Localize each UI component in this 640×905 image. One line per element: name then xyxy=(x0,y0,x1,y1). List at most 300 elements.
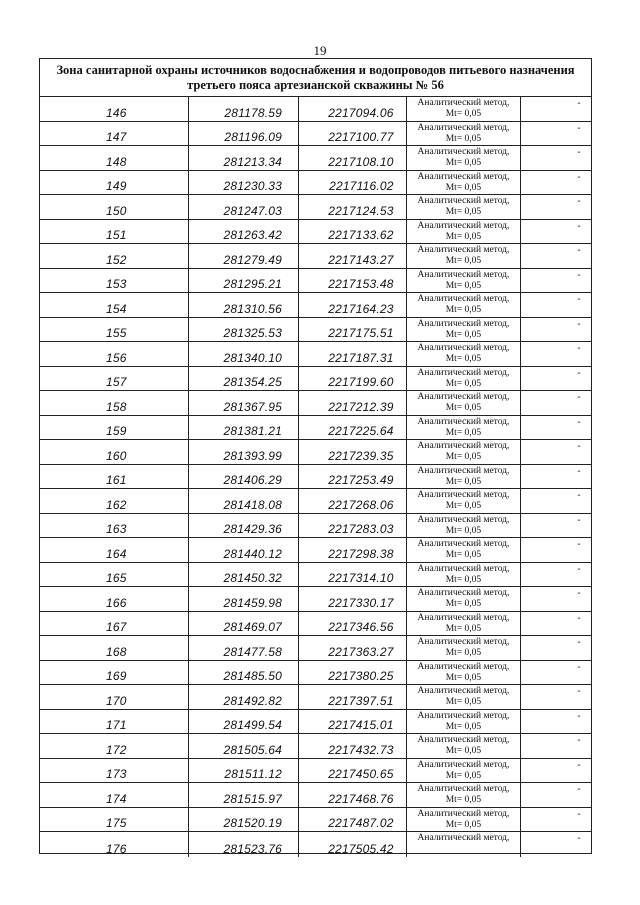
x-coordinate-cell xyxy=(189,195,299,219)
y-coordinate-cell xyxy=(299,612,407,636)
y-coordinate-cell xyxy=(299,342,407,366)
x-coordinate-cell xyxy=(189,587,299,611)
method-line2: Mt= 0,05 xyxy=(445,354,482,364)
y-coordinate-cell xyxy=(299,146,407,170)
point-number-cell xyxy=(40,612,189,636)
y-coordinate-cell xyxy=(299,122,407,146)
method-line2: Mt= 0,05 xyxy=(445,158,482,168)
x-coordinate-cell xyxy=(189,171,299,195)
x-coordinate-cell xyxy=(189,636,299,660)
y-coordinate-cell xyxy=(299,710,407,734)
remark-dash: - xyxy=(577,294,581,305)
x-coordinate-cell xyxy=(189,122,299,146)
point-number-cell xyxy=(40,563,189,587)
remark-dash: - xyxy=(577,245,581,256)
x-coordinate: 281367.95 xyxy=(223,399,283,414)
method-line2: Mt= 0,05 xyxy=(445,525,482,536)
point-number-cell xyxy=(40,759,189,783)
method-line2: Mt= 0,05 xyxy=(445,672,482,683)
point-number: 171 xyxy=(106,718,127,732)
method-text xyxy=(407,441,521,463)
y-coordinate: 2217314.10 xyxy=(328,571,394,585)
method-line2: Mt= 0,05 xyxy=(445,648,482,658)
remark-cell xyxy=(521,367,591,391)
method-line1: Аналитический метод, xyxy=(417,343,510,353)
table-row xyxy=(40,122,591,147)
table-row xyxy=(40,685,591,710)
remark-dash: - xyxy=(577,269,581,281)
x-coordinate-cell xyxy=(189,318,299,342)
method-cell xyxy=(407,195,522,219)
point-number: 160 xyxy=(106,448,127,463)
remark-dash: - xyxy=(577,784,581,795)
y-coordinate: 2217094.06 xyxy=(328,105,394,120)
table-title-line2: третьего пояса артезианской скважины № 56 xyxy=(187,77,444,92)
remark-dash: - xyxy=(577,318,581,330)
method-line2: Mt= 0,05 xyxy=(445,329,482,340)
method-text xyxy=(407,833,521,844)
table-row xyxy=(40,514,591,539)
method-cell xyxy=(407,465,522,489)
table-row xyxy=(40,171,591,196)
y-coordinate-cell xyxy=(299,734,407,758)
point-number-cell xyxy=(40,440,189,464)
method-line1: Аналитический метод, xyxy=(417,269,510,280)
method-line2: Mt= 0,05 xyxy=(445,697,482,707)
y-coordinate: 2217468.76 xyxy=(328,791,394,806)
point-number: 176 xyxy=(106,841,127,856)
method-cell xyxy=(407,391,522,415)
method-line2: Mt= 0,05 xyxy=(445,623,482,634)
point-number: 173 xyxy=(106,767,127,781)
method-line2: Mt= 0,05 xyxy=(445,770,482,781)
x-coordinate-cell xyxy=(189,661,299,685)
point-number: 169 xyxy=(106,669,127,683)
point-number-cell xyxy=(40,538,189,562)
method-line1: Аналитический метод, xyxy=(417,514,510,525)
table-row xyxy=(40,220,591,245)
remark-cell xyxy=(521,440,591,464)
method-text xyxy=(407,245,521,267)
method-cell xyxy=(407,612,522,636)
x-coordinate: 281354.25 xyxy=(223,375,283,389)
method-text xyxy=(407,662,521,684)
method-text xyxy=(407,392,521,414)
y-coordinate-cell xyxy=(299,783,407,807)
x-coordinate: 281178.59 xyxy=(224,105,283,120)
remark-cell xyxy=(521,587,591,611)
method-line2: Mt= 0,05 xyxy=(445,452,482,462)
point-number: 154 xyxy=(106,301,127,316)
y-coordinate: 2217283.03 xyxy=(328,522,394,536)
y-coordinate: 2217225.64 xyxy=(328,424,394,438)
x-coordinate-cell xyxy=(189,710,299,734)
method-text xyxy=(407,711,521,733)
table-row xyxy=(40,612,591,637)
y-coordinate-cell xyxy=(299,440,407,464)
method-text xyxy=(407,98,521,120)
table-row xyxy=(40,710,591,735)
x-coordinate-cell xyxy=(189,367,299,391)
x-coordinate-cell xyxy=(189,808,299,832)
remark-cell xyxy=(521,685,591,709)
point-number-cell xyxy=(40,342,189,366)
x-coordinate: 281520.19 xyxy=(223,816,283,830)
point-number: 157 xyxy=(106,375,127,389)
y-coordinate: 2217133.62 xyxy=(328,228,394,242)
table-title-line1: Зона санитарной охраны источников водоснабжения и водопроводов питьевого назначения xyxy=(56,62,575,77)
table-row xyxy=(40,440,591,465)
y-coordinate: 2217116.02 xyxy=(329,179,394,193)
point-number: 150 xyxy=(106,203,127,218)
method-line2: Mt= 0,05 xyxy=(445,746,482,756)
x-coordinate: 281393.99 xyxy=(223,448,283,463)
method-cell xyxy=(407,171,522,195)
remark-dash: - xyxy=(577,759,581,771)
method-line1: Аналитический метод, xyxy=(417,367,510,378)
point-number: 146 xyxy=(106,105,127,120)
x-coordinate: 281469.07 xyxy=(223,620,283,634)
remark-cell xyxy=(521,122,591,146)
method-cell xyxy=(407,269,522,293)
x-coordinate-cell xyxy=(189,269,299,293)
point-number: 147 xyxy=(106,130,127,144)
point-number: 153 xyxy=(106,277,127,291)
method-text xyxy=(407,735,521,757)
y-coordinate-cell xyxy=(299,832,407,857)
method-text xyxy=(407,270,521,292)
point-number-cell xyxy=(40,391,189,415)
remark-dash: - xyxy=(577,416,581,428)
remark-dash: - xyxy=(577,367,581,379)
x-coordinate: 281511.12 xyxy=(224,767,283,781)
remark-cell xyxy=(521,734,591,758)
y-coordinate: 2217363.27 xyxy=(328,644,394,659)
point-number-cell xyxy=(40,122,189,146)
x-coordinate-cell xyxy=(189,759,299,783)
method-cell xyxy=(407,783,522,807)
y-coordinate-cell xyxy=(299,587,407,611)
method-line2: Mt= 0,05 xyxy=(445,207,482,217)
remark-dash: - xyxy=(577,196,581,207)
point-number-cell xyxy=(40,710,189,734)
method-line2: Mt= 0,05 xyxy=(445,721,482,732)
method-line1: Аналитический метод, xyxy=(417,122,510,133)
remark-dash: - xyxy=(577,563,581,575)
x-coordinate-cell xyxy=(189,416,299,440)
method-line2: Mt= 0,05 xyxy=(445,403,482,413)
remark-dash: - xyxy=(577,392,581,403)
method-line2: Mt= 0,05 xyxy=(445,574,482,585)
method-line2: Mt= 0,05 xyxy=(445,795,482,805)
x-coordinate-cell xyxy=(189,244,299,268)
y-coordinate-cell xyxy=(299,636,407,660)
y-coordinate-cell xyxy=(299,171,407,195)
point-number-cell xyxy=(40,661,189,685)
method-cell xyxy=(407,563,522,587)
method-line1: Аналитический метод, xyxy=(417,147,510,157)
remark-cell xyxy=(521,416,591,440)
point-number: 175 xyxy=(106,816,127,830)
y-coordinate: 2217164.23 xyxy=(328,301,394,316)
x-coordinate: 281515.97 xyxy=(223,791,283,806)
y-coordinate: 2217212.39 xyxy=(328,399,394,414)
x-coordinate: 281429.36 xyxy=(223,522,283,536)
table-row xyxy=(40,465,591,490)
method-cell xyxy=(407,342,522,366)
x-coordinate-cell xyxy=(189,220,299,244)
point-number-cell xyxy=(40,465,189,489)
y-coordinate: 2217143.27 xyxy=(328,252,394,267)
x-coordinate-cell xyxy=(189,612,299,636)
method-text xyxy=(407,343,521,365)
method-line2: Mt= 0,05 xyxy=(445,501,482,511)
method-text xyxy=(407,515,521,537)
x-coordinate-cell xyxy=(189,514,299,538)
point-number-cell xyxy=(40,783,189,807)
method-cell xyxy=(407,293,522,317)
x-coordinate: 281499.54 xyxy=(223,718,283,732)
table-row xyxy=(40,146,591,171)
method-line1: Аналитический метод, xyxy=(417,98,510,108)
method-line1: Аналитический метод, xyxy=(417,710,510,721)
y-coordinate: 2217100.77 xyxy=(328,130,394,144)
method-cell xyxy=(407,318,522,342)
method-cell xyxy=(407,514,522,538)
point-number: 168 xyxy=(106,644,127,659)
remark-cell xyxy=(521,661,591,685)
x-coordinate: 281247.03 xyxy=(223,203,283,218)
remark-dash: - xyxy=(577,98,581,109)
table-row xyxy=(40,759,591,784)
remark-cell xyxy=(521,146,591,170)
point-number-cell xyxy=(40,514,189,538)
y-coordinate: 2217346.56 xyxy=(328,620,394,634)
point-number: 156 xyxy=(106,350,127,365)
y-coordinate-cell xyxy=(299,685,407,709)
y-coordinate: 2217153.48 xyxy=(328,277,394,291)
remark-cell xyxy=(521,808,591,832)
y-coordinate-cell xyxy=(299,269,407,293)
x-coordinate-cell xyxy=(189,97,299,121)
method-line2: Mt= 0,05 xyxy=(445,256,482,266)
method-line2: Mt= 0,05 xyxy=(445,182,482,193)
point-number-cell xyxy=(40,146,189,170)
table-row xyxy=(40,318,591,343)
method-line2: Mt= 0,05 xyxy=(445,305,482,315)
method-text xyxy=(407,588,521,610)
x-coordinate: 281450.32 xyxy=(223,571,283,585)
y-coordinate: 2217415.01 xyxy=(328,718,394,732)
x-coordinate-cell xyxy=(189,783,299,807)
method-text xyxy=(407,221,521,243)
y-coordinate: 2217187.31 xyxy=(328,350,394,365)
table-row xyxy=(40,244,591,269)
method-line1: Аналитический метод, xyxy=(417,196,510,206)
x-coordinate: 281477.58 xyxy=(223,644,283,659)
remark-dash: - xyxy=(577,637,581,648)
method-line1: Аналитический метод, xyxy=(417,392,510,402)
remark-cell xyxy=(521,465,591,489)
x-coordinate-cell xyxy=(189,685,299,709)
method-text xyxy=(407,466,521,488)
table-title xyxy=(40,59,591,97)
method-text xyxy=(407,368,521,390)
remark-dash: - xyxy=(577,171,581,183)
y-coordinate-cell xyxy=(299,195,407,219)
y-coordinate-cell xyxy=(299,97,407,121)
table-row xyxy=(40,269,591,294)
point-number: 165 xyxy=(106,571,127,585)
method-line2: Mt= 0,05 xyxy=(445,476,482,487)
point-number-cell xyxy=(40,195,189,219)
x-coordinate-cell xyxy=(189,734,299,758)
method-cell xyxy=(407,220,522,244)
method-text xyxy=(407,539,521,561)
point-number-cell xyxy=(40,171,189,195)
table-row xyxy=(40,97,591,122)
method-line1: Аналитический метод, xyxy=(417,686,510,696)
point-number: 170 xyxy=(106,693,127,708)
point-number: 158 xyxy=(106,399,127,414)
x-coordinate-cell xyxy=(189,391,299,415)
method-cell xyxy=(407,759,522,783)
x-coordinate-cell xyxy=(189,342,299,366)
point-number-cell xyxy=(40,416,189,440)
x-coordinate: 281263.42 xyxy=(223,228,283,242)
point-number: 162 xyxy=(106,497,127,512)
remark-dash: - xyxy=(577,710,581,722)
x-coordinate-cell xyxy=(189,563,299,587)
table-row xyxy=(40,489,591,514)
method-text xyxy=(407,417,521,439)
point-number-cell xyxy=(40,587,189,611)
point-number-cell xyxy=(40,318,189,342)
y-coordinate-cell xyxy=(299,391,407,415)
table-row xyxy=(40,808,591,833)
point-number: 164 xyxy=(106,546,127,561)
method-text xyxy=(407,564,521,586)
method-cell xyxy=(407,122,522,146)
method-cell xyxy=(407,538,522,562)
y-coordinate: 2217487.02 xyxy=(328,816,394,830)
remark-cell xyxy=(521,171,591,195)
table-row xyxy=(40,661,591,686)
method-line2: Mt= 0,05 xyxy=(445,550,482,560)
y-coordinate: 2217199.60 xyxy=(328,375,394,389)
method-line2: Mt= 0,05 xyxy=(445,599,482,609)
table-row xyxy=(40,416,591,441)
method-line1: Аналитический метод, xyxy=(417,784,510,794)
x-coordinate: 281279.49 xyxy=(223,252,283,267)
point-number-cell xyxy=(40,293,189,317)
x-coordinate-cell xyxy=(189,538,299,562)
table-row xyxy=(40,342,591,367)
method-line1: Аналитический метод, xyxy=(417,759,510,770)
method-cell xyxy=(407,97,522,121)
method-text xyxy=(407,490,521,512)
x-coordinate-cell xyxy=(189,440,299,464)
remark-dash: - xyxy=(577,147,581,158)
table-row xyxy=(40,587,591,612)
y-coordinate: 2217397.51 xyxy=(328,693,394,708)
remark-cell xyxy=(521,195,591,219)
table-rows xyxy=(40,97,591,856)
y-coordinate-cell xyxy=(299,244,407,268)
remark-cell xyxy=(521,538,591,562)
method-line1: Аналитический метод, xyxy=(417,735,510,745)
method-line1: Аналитический метод, xyxy=(417,563,510,574)
x-coordinate: 281440.12 xyxy=(223,546,283,561)
y-coordinate: 2217432.73 xyxy=(328,742,394,757)
method-line1: Аналитический метод, xyxy=(417,637,510,647)
remark-dash: - xyxy=(577,686,581,697)
remark-dash: - xyxy=(577,490,581,501)
x-coordinate: 281196.09 xyxy=(224,130,283,144)
remark-cell xyxy=(521,391,591,415)
x-coordinate-cell xyxy=(189,832,299,857)
method-line1: Аналитический метод, xyxy=(417,294,510,304)
method-line1: Аналитический метод, xyxy=(417,220,510,231)
method-cell xyxy=(407,734,522,758)
y-coordinate-cell xyxy=(299,514,407,538)
x-coordinate: 281485.50 xyxy=(223,669,283,683)
x-coordinate: 281230.33 xyxy=(223,179,283,193)
remark-cell xyxy=(521,244,591,268)
point-number-cell xyxy=(40,685,189,709)
point-number-cell xyxy=(40,734,189,758)
y-coordinate: 2217239.35 xyxy=(328,448,394,463)
y-coordinate-cell xyxy=(299,563,407,587)
method-line1: Аналитический метод, xyxy=(417,245,510,255)
method-cell xyxy=(407,636,522,660)
remark-cell xyxy=(521,220,591,244)
method-cell xyxy=(407,416,522,440)
y-coordinate: 2217380.25 xyxy=(328,669,394,683)
method-text xyxy=(407,319,521,341)
remark-cell xyxy=(521,710,591,734)
remark-dash: - xyxy=(577,588,581,599)
x-coordinate: 281340.10 xyxy=(223,350,283,365)
y-coordinate-cell xyxy=(299,465,407,489)
method-line2: Mt= 0,05 xyxy=(445,427,482,438)
remark-cell xyxy=(521,759,591,783)
point-number-cell xyxy=(40,269,189,293)
method-text xyxy=(407,294,521,316)
remark-dash: - xyxy=(577,465,581,477)
coordinates-table xyxy=(39,58,592,854)
method-text xyxy=(407,686,521,708)
method-cell xyxy=(407,710,522,734)
point-number-cell xyxy=(40,808,189,832)
method-line2: Mt= 0,05 xyxy=(445,231,482,242)
point-number-cell xyxy=(40,367,189,391)
method-text xyxy=(407,784,521,806)
x-coordinate: 281406.29 xyxy=(223,473,283,487)
remark-dash: - xyxy=(577,612,581,624)
point-number-cell xyxy=(40,636,189,660)
point-number: 151 xyxy=(106,228,127,242)
y-coordinate-cell xyxy=(299,318,407,342)
y-coordinate-cell xyxy=(299,489,407,513)
remark-cell xyxy=(521,783,591,807)
point-number: 159 xyxy=(106,424,127,438)
method-text xyxy=(407,613,521,635)
method-line1: Аналитический метод, xyxy=(417,612,510,623)
remark-dash: - xyxy=(577,514,581,526)
remark-dash: - xyxy=(577,220,581,232)
remark-cell xyxy=(521,514,591,538)
